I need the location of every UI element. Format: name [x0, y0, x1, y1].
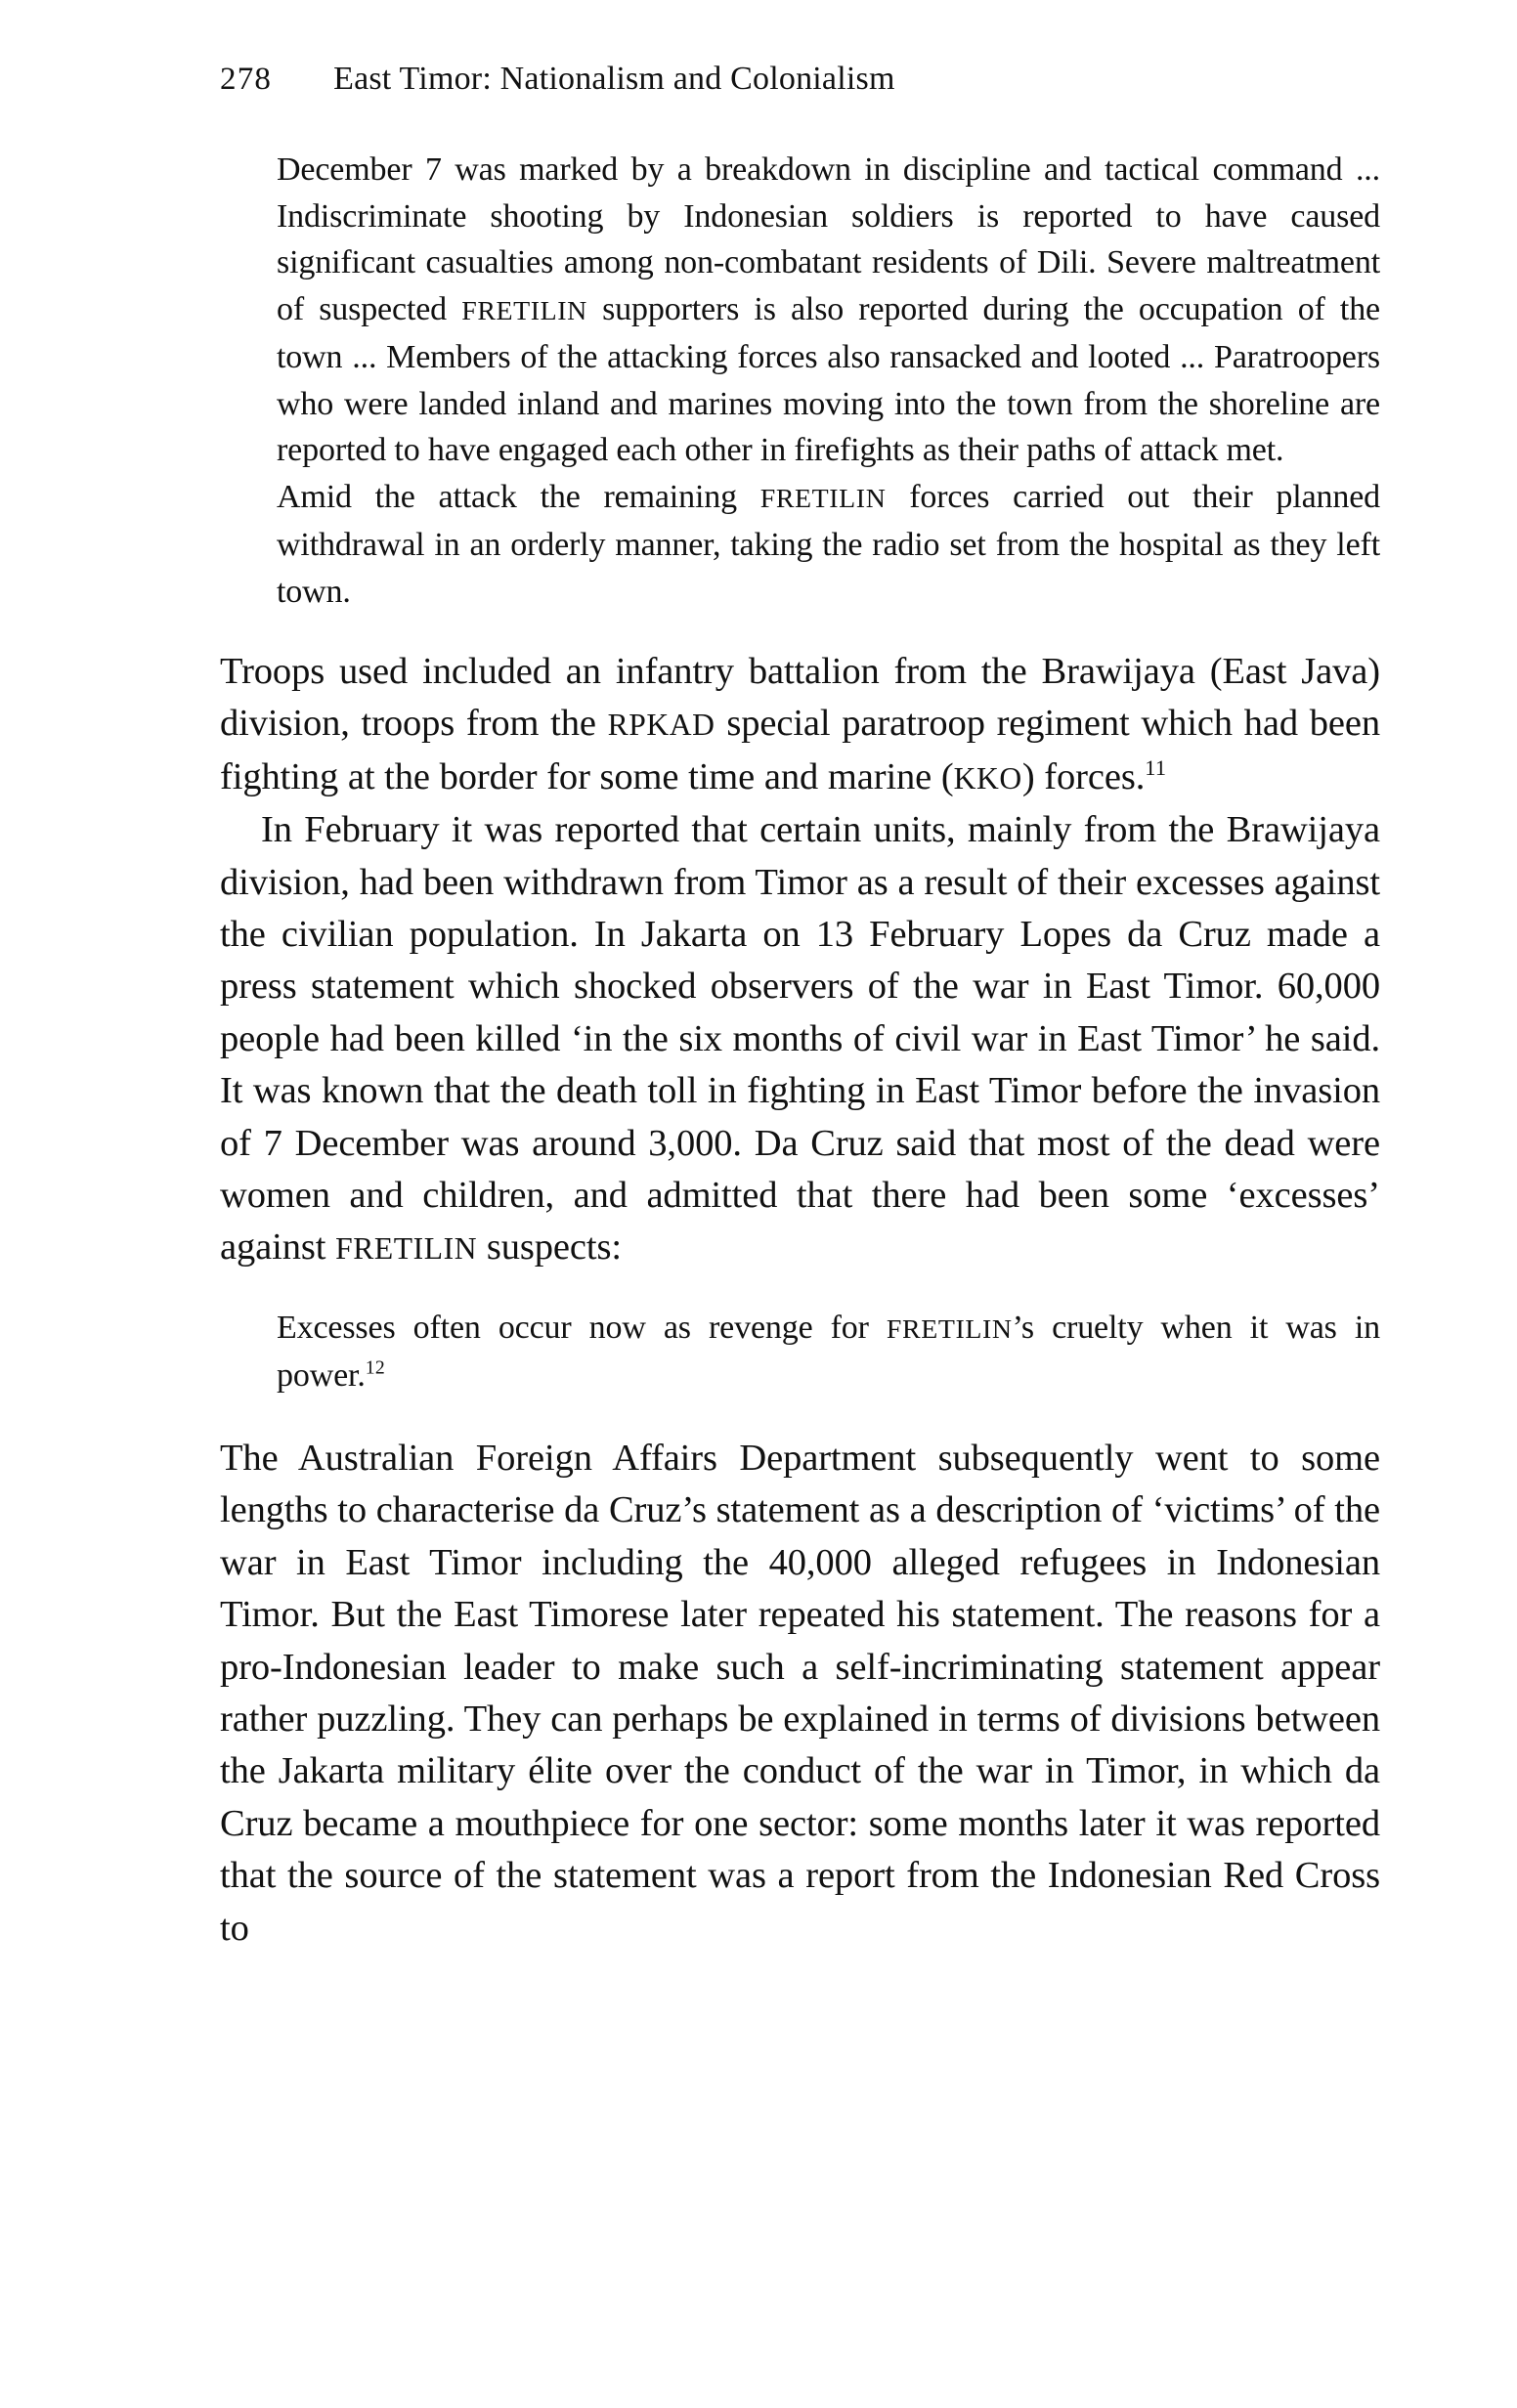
footnote-marker-12: 12 [365, 1357, 386, 1380]
text-column [220, 147, 1380, 1955]
body-p1-text-a: Troops used included an infantry battalion from the Brawijaya (East Java) division, troops from the [220, 651, 1380, 745]
body-p3-text-b: alleged refugees in Indonesian Timor. But the East Timorese later repeated his statement. The reasons for a pro-Indonesian leader to make such a self-incriminating statement appear rather puzzling. They can perhaps be explained in terms of divisions between the Jakarta military élite over the conduct of the war in Timor, in which da Cruz became a mouthpiece for one sector: some months later it was reported that the source of the statement was a report from the Indonesian Red Cross to [220, 1541, 1380, 1949]
running-title: East Timor: Nationalism and Colonialism [333, 61, 895, 97]
body-p1-text-b: special paratroop regiment which had been fighting at the border for some time and marine ( [220, 703, 1380, 797]
body-p2-text-b: February Lopes da Cruz made a press statement which shocked observers of the war in East Timor. [220, 914, 1380, 1008]
body-p2-text-e: . Da Cruz said that most of the dead were women and children, and admitted that there had been some ‘excesses’ against [220, 1122, 1380, 1268]
body-paragraph-3 [220, 1433, 1380, 1955]
running-header [220, 61, 1344, 106]
body-p2-text-f: suspects: [477, 1226, 622, 1268]
blockquote-first-paragraph-2 [277, 474, 1380, 616]
body-p3-number-40000: 40,000 [768, 1541, 872, 1583]
body-p2-number-7: 7 [263, 1122, 282, 1164]
body-p2-number-3000: 3,000 [648, 1122, 733, 1164]
bq2-text-a: Excesses often occur now as revenge for [277, 1309, 887, 1346]
page-number: 278 [220, 62, 273, 97]
body-p2-text-c: people had been killed ‘in the six months of civil war in East Timor’ he said. It was known that the death toll in fighting in East Timor before the invasion of [220, 1017, 1380, 1164]
blockquote-first-paragraph-1 [277, 147, 1380, 474]
bq1-p1-smallcaps-fretilin: FRETILIN [461, 295, 587, 326]
body-p1-smallcaps-rpkad: RPKAD [607, 708, 715, 743]
footnote-marker-11: 11 [1145, 754, 1167, 780]
spacer-after-first-blockquote [220, 615, 1380, 646]
body-p1-text-c: ) forces. [1021, 755, 1146, 797]
body-p2-text-a: In February it was reported that certain units, mainly from the Brawijaya division, had been withdrawn from Timor as a result of their excesses against the civilian population. In Jakarta on [220, 809, 1380, 956]
bq2-text-b: ’s cruelty when it was in power. [277, 1309, 1381, 1395]
body-p2-text-d: December was around [282, 1122, 649, 1164]
spacer-before-second-blockquote [220, 1275, 1380, 1305]
bq1-p1-text-b: was marked by a breakdown in discipline and tactical command ... Indiscriminate shooting by Indonesian soldiers is reported to have caused significant casualties among non-combatant residents of Dili. Severe maltreatment of suspected [277, 151, 1380, 327]
blockquote-first [220, 147, 1380, 615]
spacer-after-second-blockquote [220, 1399, 1380, 1433]
body-p3-text-a: The Australian Foreign Affairs Department subsequently went to some lengths to characterise da Cruz’s statement as a description of ‘victims’ of the war in East Timor including the [220, 1437, 1380, 1583]
body-p2-smallcaps-fretilin: FRETILIN [335, 1231, 478, 1267]
bq1-p2-text-b: forces carried out their planned withdrawal in an orderly manner, taking the radio set from the hospital as they left town. [277, 478, 1380, 610]
blockquote-second [277, 1305, 1380, 1399]
body-p1-smallcaps-kko: KKO [953, 760, 1022, 796]
body-p2-number-13: 13 [815, 914, 854, 956]
body-p2-number-60000: 60,000 [1277, 966, 1380, 1008]
bq1-p1-text-c: supporters is also reported during the occupation of the town ... Members of the attacking forces also ransacked and looted ... Paratroopers who were landed inland and marines moving into the town from the shoreline are reported to have engaged each other in firefights as their paths of attack met. [277, 290, 1380, 468]
bq1-p2-text-a: Amid the attack the remaining [277, 478, 760, 515]
bq1-p1-text-a: December [277, 151, 425, 188]
bq2-smallcaps-fretilin: FRETILIN [886, 1313, 1013, 1345]
bq1-p2-smallcaps-fretilin: FRETILIN [759, 483, 887, 514]
bq1-p1-number: 7 [424, 151, 442, 188]
body-paragraph-2 [220, 804, 1380, 1275]
body-paragraph-1 [220, 646, 1380, 804]
